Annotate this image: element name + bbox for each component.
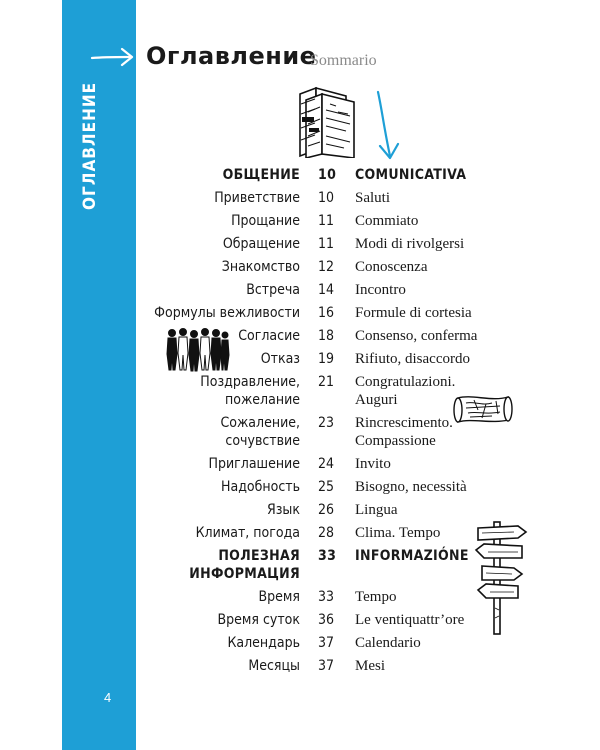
toc-italian-title: Le ventiquattr’ore	[355, 612, 465, 628]
books-icon	[296, 84, 362, 158]
toc-page-number: 37	[318, 635, 335, 651]
toc-page-number: 23	[318, 415, 335, 431]
toc-russian-title: Календарь	[227, 635, 300, 651]
toc-italian-title: INFORMAZIÓNE	[355, 548, 469, 564]
toc-row	[0, 478, 600, 496]
toc-russian-title: ОБЩЕНИЕ	[222, 167, 300, 183]
toc-italian-title: COMUNICATIVA	[355, 167, 467, 183]
arrow-down-icon	[372, 88, 408, 164]
toc-russian-title: Встреча	[246, 282, 300, 298]
crowd-illustration	[166, 328, 230, 372]
signpost-illustration	[474, 518, 530, 636]
toc-italian-title: Invito	[355, 456, 391, 472]
toc-italian-title: Lingua	[355, 502, 398, 518]
toc-russian-title: Отказ	[260, 351, 300, 367]
toc-italian-title: Clima. Tempo	[355, 525, 441, 541]
toc-page-number: 19	[318, 351, 335, 367]
toc-russian-title: Приветствие	[214, 190, 300, 206]
toc-russian-title: Климат, погода	[195, 525, 300, 541]
toc-russian-title: Знакомство	[221, 259, 300, 275]
toc-russian-title: Время	[258, 589, 300, 605]
toc-italian-title: Conoscenza	[355, 259, 428, 275]
toc-row	[0, 657, 600, 675]
toc-italian-title: Bisogno, necessità	[355, 479, 467, 495]
toc-russian-title: Месяцы	[248, 658, 300, 674]
arrow-right-icon	[90, 46, 140, 68]
scroll-illustration	[452, 392, 514, 426]
toc-italian-title: Modi di rivolgersi	[355, 236, 465, 252]
toc-russian-title: ПОЛЕЗНАЯ ИНФОРМАЦИЯ	[189, 548, 300, 582]
toc-russian-title: Прощание	[231, 213, 300, 229]
toc-page-number: 10	[318, 190, 335, 206]
toc-page-number: 26	[318, 502, 335, 518]
toc-row	[0, 189, 600, 207]
toc-page-number: 33	[318, 589, 335, 605]
toc-russian-title: Язык	[266, 502, 300, 518]
toc-russian-title: Время суток	[217, 612, 300, 628]
toc-italian-title: Congratulazioni. Auguri	[355, 374, 456, 408]
toc-italian-title: Rifiuto, disaccordo	[355, 351, 470, 367]
toc-page-number: 24	[318, 456, 335, 472]
toc-row	[0, 258, 600, 276]
toc-page-number: 21	[318, 374, 335, 390]
toc-italian-title: Calendario	[355, 635, 421, 651]
toc-russian-title: Поздравление, пожелание	[200, 374, 300, 408]
toc-page-number: 25	[318, 479, 335, 495]
toc-page-number: 16	[318, 305, 335, 321]
page-subtitle: Sommario	[310, 52, 377, 69]
toc-row	[0, 235, 600, 253]
toc-italian-title: Tempo	[355, 589, 397, 605]
toc-italian-title: Incontro	[355, 282, 406, 298]
toc-row	[0, 327, 600, 345]
toc-russian-title: Согласие	[238, 328, 300, 344]
toc-russian-title: Надобность	[221, 479, 300, 495]
toc-italian-title: Commiato	[355, 213, 419, 229]
toc-italian-title: Consenso, conferma	[355, 328, 478, 344]
toc-row	[0, 501, 600, 519]
toc-russian-title: Приглашение	[208, 456, 300, 472]
toc-page-number: 14	[318, 282, 335, 298]
toc-row	[0, 304, 600, 322]
toc-page-number: 11	[318, 236, 335, 252]
toc-page-number: 28	[318, 525, 335, 541]
toc-row	[0, 350, 600, 368]
page-title: Оглавление	[146, 42, 317, 70]
toc-row	[0, 455, 600, 473]
toc-row	[0, 212, 600, 230]
toc-italian-title: Rincrescimento. Compassione	[355, 415, 453, 449]
toc-page-number: 18	[318, 328, 335, 344]
toc-italian-title: Mesi	[355, 658, 385, 674]
toc-page-number: 37	[318, 658, 335, 674]
toc-page-number: 11	[318, 213, 335, 229]
toc-row	[0, 281, 600, 299]
toc-russian-title: Обращение	[222, 236, 300, 252]
toc-italian-title: Formule di cortesia	[355, 305, 472, 321]
toc-page-number: 36	[318, 612, 335, 628]
toc-page-number: 12	[318, 259, 335, 275]
toc-russian-title: Формулы вежливости	[154, 305, 300, 321]
toc-row	[0, 634, 600, 652]
toc-page-number: 33	[318, 548, 337, 564]
toc-section-row	[0, 166, 600, 184]
toc-russian-title: Сожаление, сочувствие	[220, 415, 300, 449]
toc-page-number: 10	[318, 167, 337, 183]
page-number: 4	[104, 690, 112, 705]
toc-italian-title: Saluti	[355, 190, 391, 206]
